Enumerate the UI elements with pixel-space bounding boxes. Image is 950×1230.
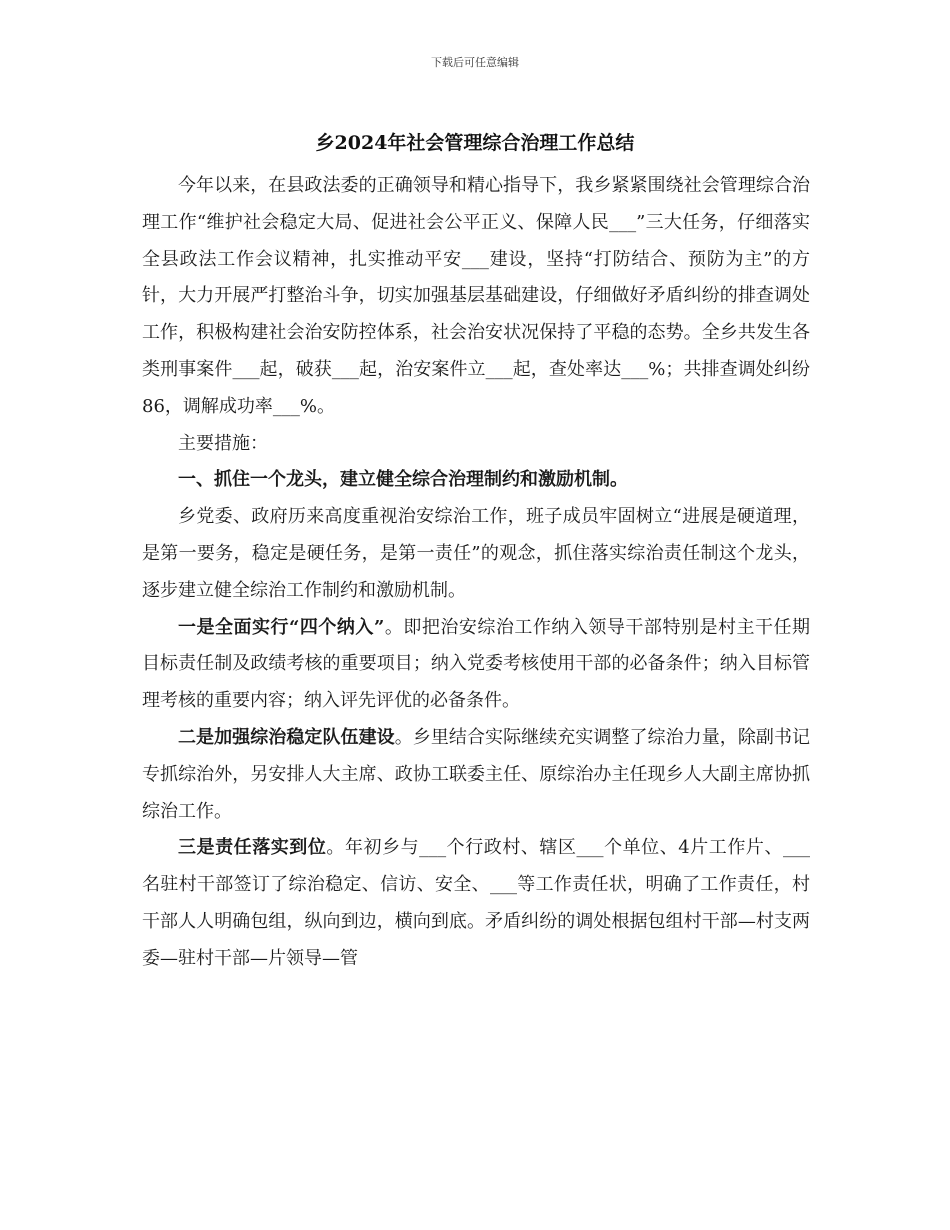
item-1-paragraph [142, 610, 810, 720]
item-1-lead: 一是全面实行“四个纳入” [178, 616, 385, 638]
document-body [142, 168, 810, 978]
measures-label: 主要措施： [178, 432, 268, 454]
item-2-text: 。乡里结合实际继续充实调整了综治力量，除副书记专抓综治外，另安排人大主席、政协工联委主任、原综治办主任现乡人大副主席协抓综治工作。 [142, 726, 811, 822]
document-title: 乡2024年社会管理综合治理工作总结 [315, 132, 635, 154]
item-2-paragraph [142, 720, 810, 830]
item-3-paragraph [142, 830, 810, 977]
item-3-text: 。年初乡与___个行政村、辖区___个单位、4片工作片、___名驻村干部签订了综治稳定、信访、安全、___等工作责任状，明确了工作责任，村干部人人明确包组，纵向到边，横向到底。矛盾纠纷的调处根据包组村干部—村支两委—驻村干部—片领导—管 [142, 837, 811, 969]
item-2-lead: 二是加强综治稳定队伍建设 [178, 726, 395, 748]
intro-paragraph: 今年以来，在县政法委的正确领导和精心指导下，我乡紧紧围绕社会管理综合治理工作“维护社会稳定大局、促进社会公平正义、保障人民___”三大任务，仔细落实全县政法工作会议精神，扎实推动平安___建设，坚持“打防结合、预防为主”的方针，大力开展严打整治斗争，切实加强基层基础建设，仔细做好矛盾纠纷的排查调处工作，积极构建社会治安防控体系，社会治安状况保持了平稳的态势。全乡共发生各类刑事案件___起，破获___起，治安案件立___起，查处率达___%；共排查调处纠纷86，调解成功率___%。 [142, 175, 810, 417]
header-note: 下载后可任意编辑 [431, 56, 519, 69]
section-1-paragraph: 乡党委、政府历来高度重视治安综治工作，班子成员牢固树立“进展是硬道理，是第一要务，稳定是硬任务，是第一责任”的观念，抓住落实综治责任制这个龙头，逐步建立健全综治工作制约和激励机制。 [142, 506, 810, 601]
item-1-text: 。即把治安综治工作纳入领导干部特别是村主干任期目标责任制及政绩考核的重要项目；纳入党委考核使用干部的必备条件；纳入目标管理考核的重要内容；纳入评先评优的必备条件。 [142, 616, 811, 712]
section-heading-1: 一、抓住一个龙头，建立健全综合治理制约和激励机制。 [178, 469, 628, 491]
item-3-lead: 三是责任落实到位 [178, 837, 327, 859]
